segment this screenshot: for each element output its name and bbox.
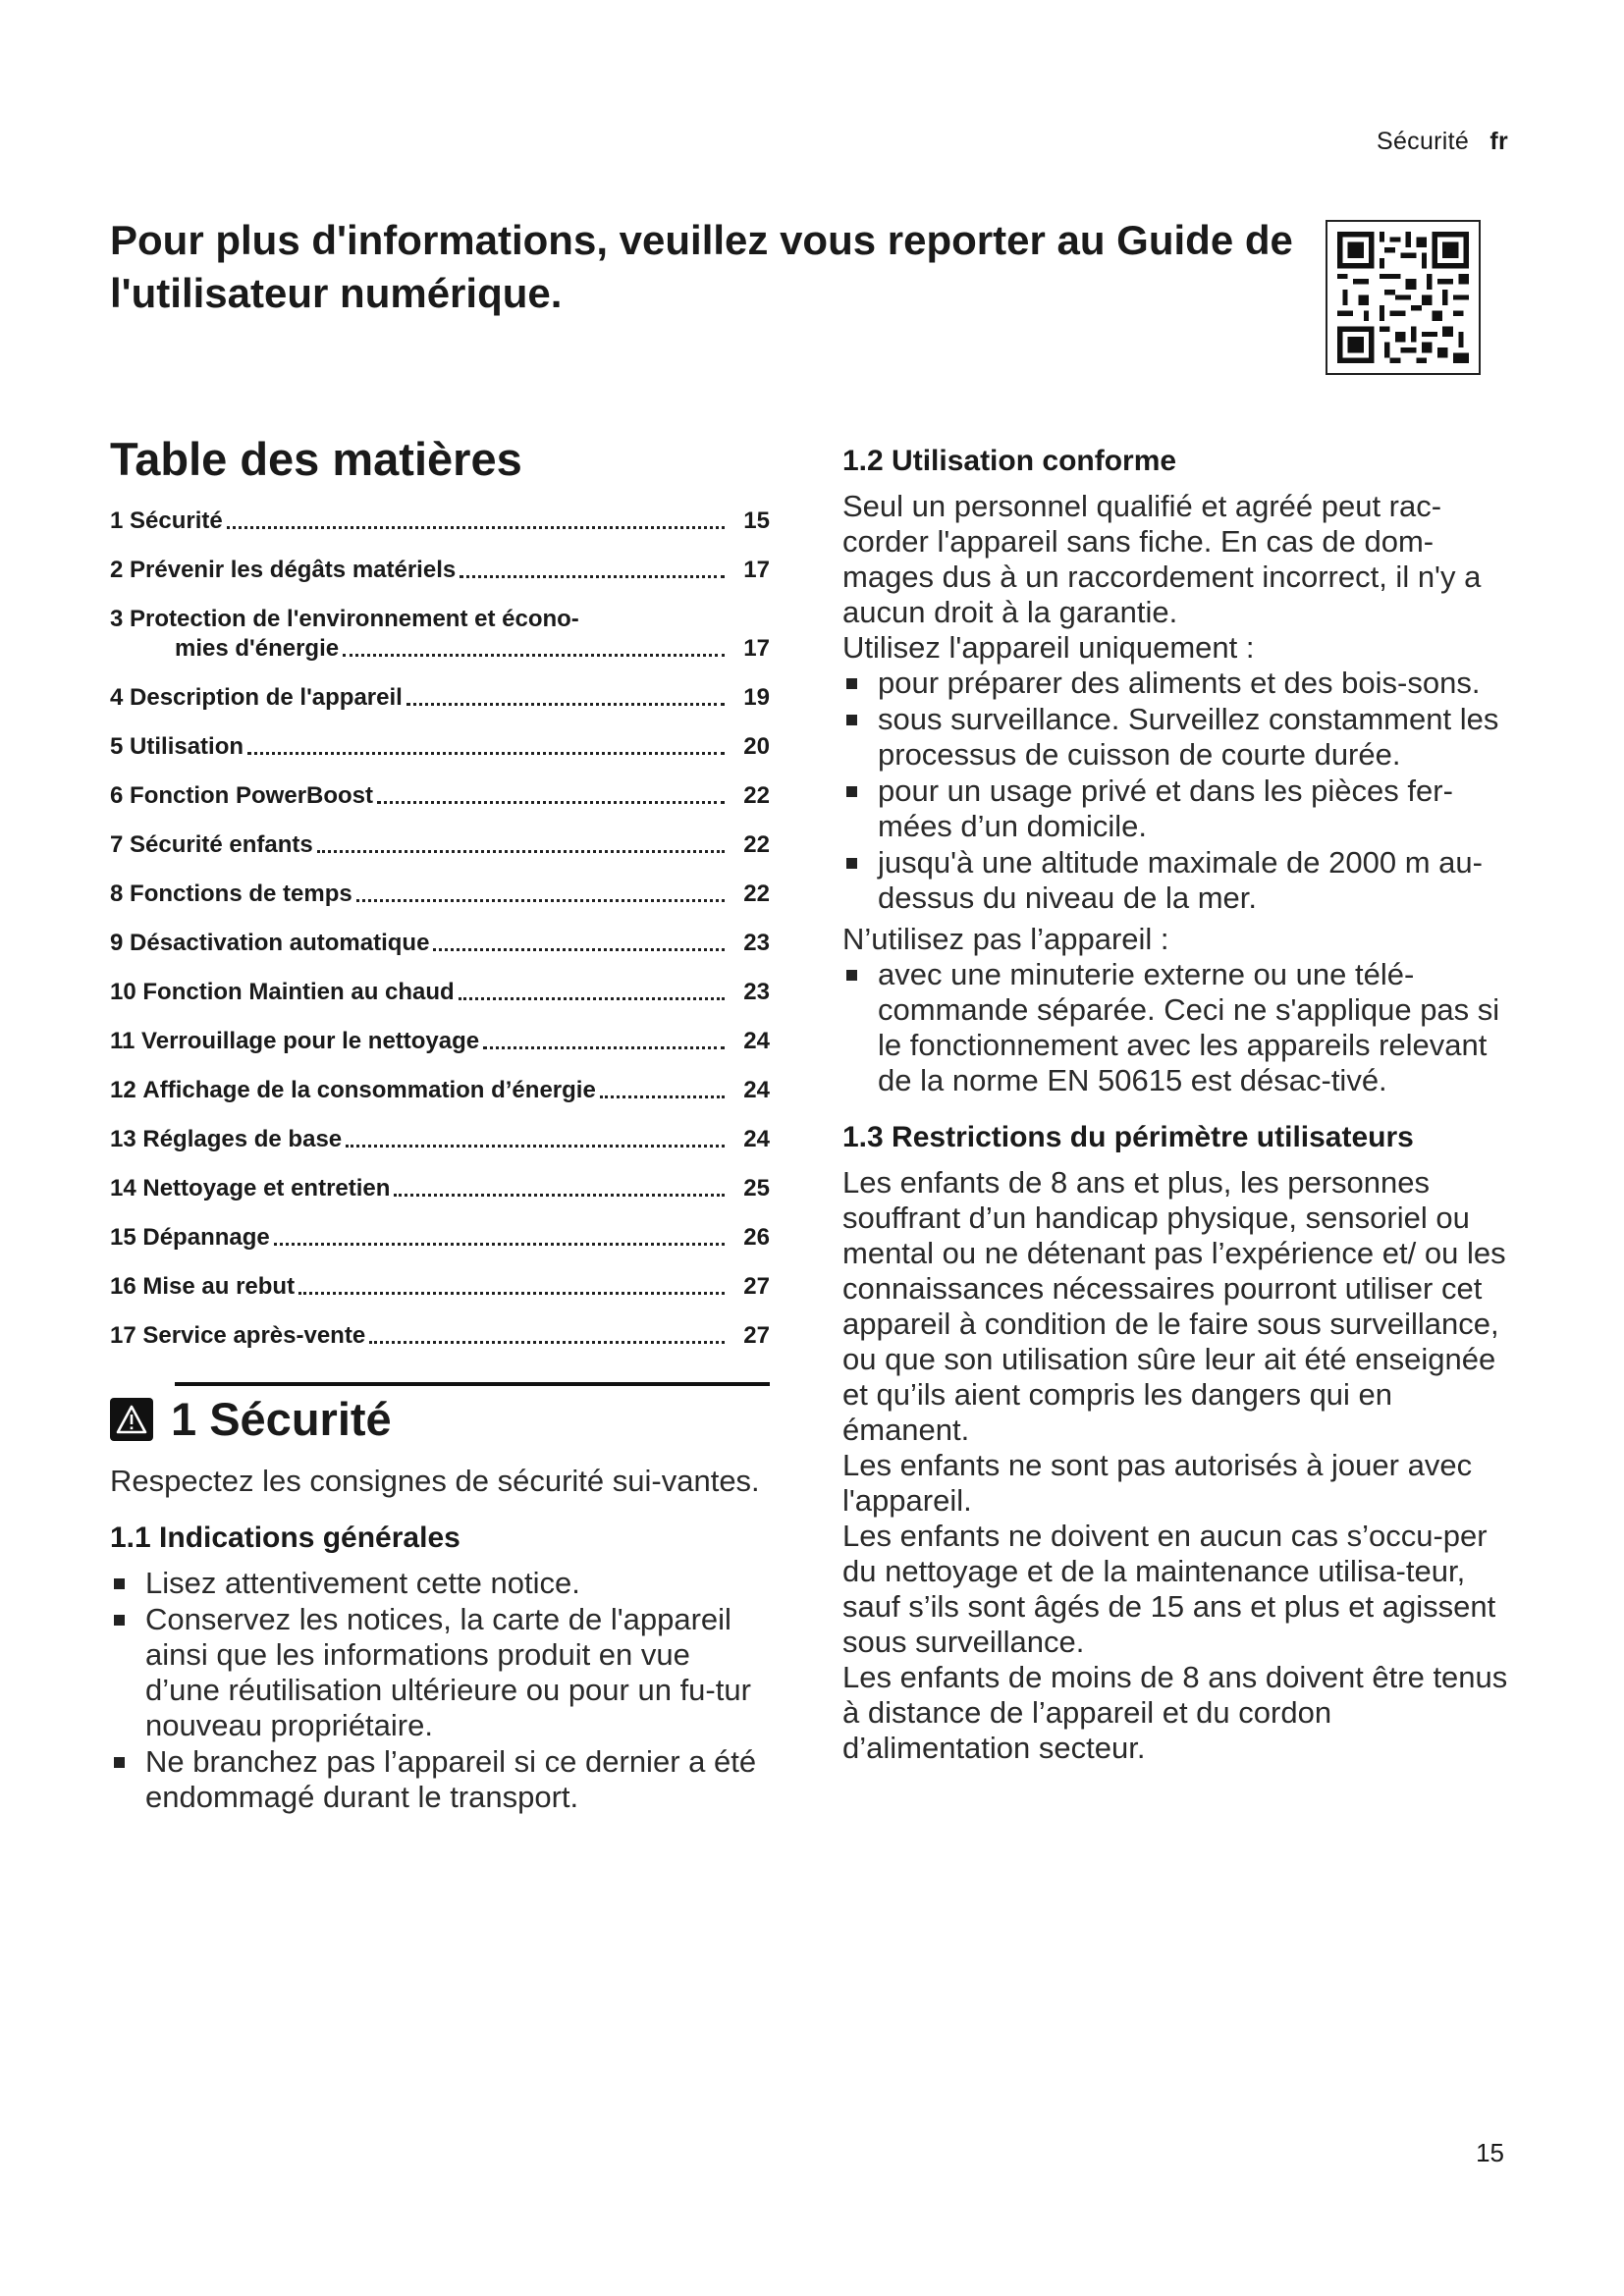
paragraph: Les enfants ne sont pas autorisés à jouer avec l'appareil. (842, 1448, 1473, 1518)
list-item: Ne branchez pas l’appareil si ce dernier a été endommagé durant le transport. (110, 1744, 770, 1815)
qr-code-icon (1326, 220, 1481, 375)
subsection-title: 1.1 Indications générales (110, 1522, 460, 1554)
list-item: Lisez attentivement cette notice. (110, 1566, 770, 1601)
paragraph: Les enfants ne doivent en aucun cas s’occu-per du nettoyage et de la maintenance utilisa-teur, sauf s’ils sont âgés de 15 ans et plus et agissent sous surveillance. (842, 1519, 1496, 1659)
toc-item[interactable]: 11 Verrouillage pour le nettoyage 24 (110, 1028, 770, 1054)
toc-item[interactable]: 3 Protection de l'environnement et écono- mies d'énergie 17 (110, 606, 770, 662)
toc-item[interactable]: 15 Dépannage 26 (110, 1224, 770, 1251)
paragraph: N’utilisez pas l’appareil : (842, 922, 1169, 956)
toc-item[interactable]: 16 Mise au rebut 27 (110, 1273, 770, 1300)
toc-item[interactable]: 12 Affichage de la consommation d’énergie 24 (110, 1077, 770, 1103)
paragraph: Seul un personnel qualifié et agréé peut rac-corder l'appareil sans fiche. En cas de dom-mages dus à un raccordement incorrect, il n'y a aucun droit à la garantie. (842, 489, 1482, 629)
left-column (110, 432, 770, 1816)
toc-item[interactable]: 5 Utilisation 20 (110, 733, 770, 760)
header-language: fr (1489, 128, 1508, 155)
toc-item[interactable]: 10 Fonction Maintien au chaud 23 (110, 979, 770, 1005)
toc-item[interactable]: 9 Désactivation automatique 23 (110, 930, 770, 956)
toc-item[interactable]: 1 Sécurité 15 (110, 507, 770, 534)
toc-item[interactable]: 6 Fonction PowerBoost 22 (110, 782, 770, 809)
subsection-title: 1.3 Restrictions du périmètre utilisateurs (842, 1121, 1414, 1153)
toc-item[interactable]: 7 Sécurité enfants 22 (110, 831, 770, 858)
bullet-list (842, 957, 1510, 1098)
toc-title: Table des matières (110, 433, 522, 485)
toc-item[interactable]: 8 Fonctions de temps 22 (110, 881, 770, 907)
toc-item[interactable]: 14 Nettoyage et entretien 25 (110, 1175, 770, 1201)
list-item: jusqu'à une altitude maximale de 2000 m au-dessus du niveau de la mer. (842, 845, 1510, 916)
toc-item[interactable]: 4 Description de l'appareil 19 (110, 684, 770, 711)
toc-item[interactable]: 13 Réglages de base 24 (110, 1126, 770, 1152)
bullet-list (110, 1566, 770, 1815)
running-header (1377, 128, 1508, 156)
section-divider (175, 1382, 770, 1386)
list-item: Conservez les notices, la carte de l'appareil ainsi que les informations produit en vue d’une réutilisation ultérieure ou pour un fu-tur nouveau propriétaire. (110, 1602, 770, 1743)
page-number: 15 (1476, 2138, 1504, 2167)
list-item: sous surveillance. Surveillez constamment les processus de cuisson de courte durée. (842, 702, 1510, 773)
section-intro: Respectez les consignes de sécurité sui-vantes. (110, 1464, 760, 1498)
list-item: pour préparer des aliments et des bois-sons. (842, 666, 1510, 701)
section-heading (110, 1392, 770, 1446)
toc-list (110, 507, 770, 1351)
list-item: avec une minuterie externe ou une télé-commande séparée. Ceci ne s'applique pas si le fonctionnement avec les appareils relevant de la norme EN 50615 est désac-tivé. (842, 957, 1510, 1098)
warning-icon (110, 1398, 153, 1441)
list-item: pour un usage privé et dans les pièces fer-mées d’un domicile. (842, 774, 1510, 844)
paragraph: Utilisez l'appareil uniquement : (842, 630, 1255, 665)
toc-item[interactable]: 17 Service après-vente 27 (110, 1322, 770, 1349)
toc-item[interactable]: 2 Prévenir les dégâts matériels 17 (110, 557, 770, 583)
paragraph: Les enfants de moins de 8 ans doivent être tenus à distance de l’appareil et du cordon d’alimentation secteur. (842, 1660, 1508, 1765)
section-title: 1 Sécurité (171, 1393, 392, 1445)
subsection-title: 1.2 Utilisation conforme (842, 445, 1177, 477)
paragraph: Les enfants de 8 ans et plus, les personnes souffrant d’un handicap physique, sensoriel ou mental ou ne détenant pas l’expérience et/ ou les connaissances nécessaires pourront utiliser cet appareil à condition de le faire sous surveillance, ou que son utilisation sûre leur ait été enseignée et qu’ils aient compris les dangers qui en émanent. (842, 1165, 1506, 1447)
right-column (842, 444, 1510, 1766)
header-section: Sécurité (1376, 128, 1470, 155)
intro-heading: Pour plus d'informations, veuillez vous reporter au Guide de l'utilisateur numérique. (110, 217, 1293, 316)
bullet-list (842, 666, 1510, 916)
